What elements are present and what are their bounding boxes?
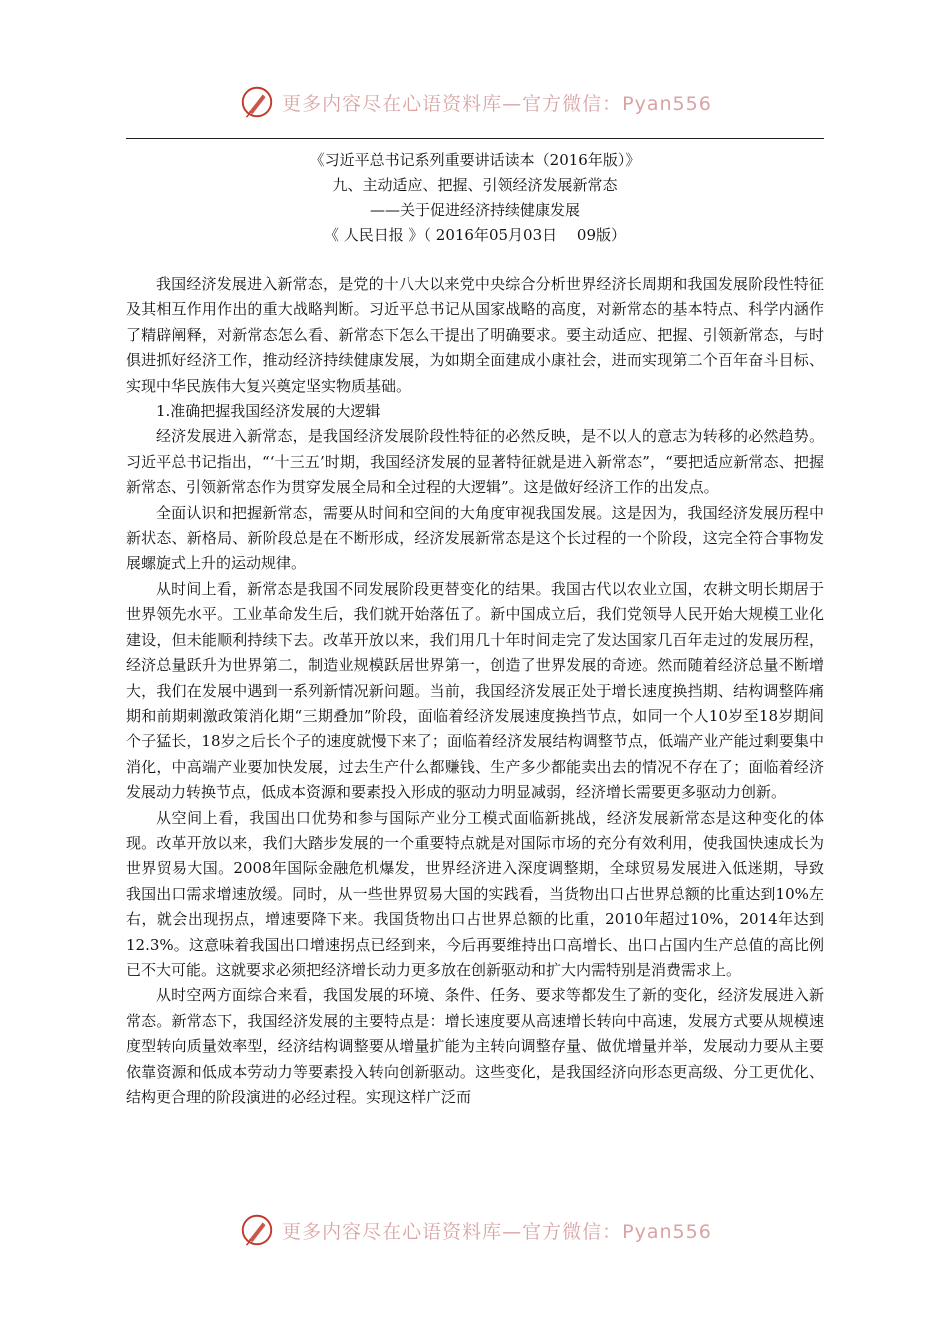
pen-logo-icon	[238, 1211, 276, 1249]
paragraph-2: 经济发展进入新常态，是我国经济发展阶段性特征的必然反映，是不以人的意志为转移的必然趋势。习近平总书记指出，“‘十三五’时期，我国经济发展的显著特征就是进入新常态”，“要把适应新常态、把握新常态、引领新常态作为贯穿发展全局和全过程的大逻辑”。这是做好经济工作的出发点。	[126, 427, 824, 497]
pen-logo-icon	[238, 83, 276, 121]
paragraph-6: 从时空两方面综合来看，我国发展的环境、条件、任务、要求等都发生了新的变化，经济发展进入新常态。新常态下，我国经济发展的主要特点是：增长速度要从高速增长转向中高速，发展方式要从规模速度型转向质量效率型，经济结构调整要从增量扩能为主转向调整存量、做优增量并举，发展动力要从主要依靠资源和低成本劳动力等要素投入转向创新驱动。这些变化，是我国经济向形态更高级、分工更优化、结构更合理的阶段演进的必经过程。实现这样广泛而	[126, 986, 824, 1106]
document-heading	[126, 148, 824, 248]
paragraph-4: 从时间上看，新常态是我国不同发展阶段更替变化的结果。我国古代以农业立国，农耕文明长期居于世界领先水平。工业革命发生后，我们就开始落伍了。新中国成立后，我们党领导人民开始大规模工业化建设，但未能顺利持续下去。改革开放以来，我们用几十年时间走完了发达国家几百年走过的发展历程，经济总量跃升为世界第二，制造业规模跃居世界第一，创造了世界发展的奇迹。然而随着经济总量不断增大，我们在发展中遇到一系列新情况新问题。当前，我国经济发展正处于增长速度换挡期、结构调整阵痛期和前期刺激政策消化期“三期叠加”阶段，面临着经济发展速度换挡节点，如同一个人10岁至18岁期间个子猛长，18岁之后长个子的速度就慢下来了；面临着经济发展结构调整节点，低端产业产能过剩要集中消化，中高端产业要加快发展，过去生产什么都赚钱、生产多少都能卖出去的情况不存在了；面临着经济发展动力转换节点，低成本资源和要素投入形成的驱动力明显减弱，经济增长需要更多驱动力创新。	[126, 579, 824, 802]
header-divider	[126, 138, 824, 139]
paragraph-5: 从空间上看，我国出口优势和参与国际产业分工模式面临新挑战，经济发展新常态是这种变化的体现。改革开放以来，我们大踏步发展的一个重要特点就是对国际市场的充分有效利用，使我国快速成长为世界贸易大国。2008年国际金融危机爆发，世界经济进入深度调整期，全球贸易发展进入低迷期，导致我国出口需求增速放缓。同时，从一些世界贸易大国的实践看，当货物出口占世界总额的比重达到10%左右，就会出现拐点，增速要降下来。我国货物出口占世界总额的比重，2010年超过10%，2014年达到12.3%。这意味着我国出口增速拐点已经到来，今后再要维持出口高增长、出口占国内生产总值的高比例已不大可能。这就要求必须把经济增长动力更多放在创新驱动和扩大内需特别是消费需求上。	[126, 808, 824, 979]
section-heading-1: 1.准确把握我国经济发展的大逻辑	[156, 402, 381, 421]
book-title: 《习近平总书记系列重要讲话读本（2016年版）》	[309, 151, 641, 169]
article-body	[126, 272, 824, 1110]
banner-text: 更多内容尽在心语资料库—官方微信：Pyan556	[282, 1220, 712, 1243]
bottom-banner	[0, 1210, 950, 1250]
source-line: 《 人民日报 》（ 2016年05月03日 09版）	[323, 226, 626, 244]
top-banner	[0, 82, 950, 122]
paragraph-1: 我国经济发展进入新常态，是党的十八大以来党中央综合分析世界经济长周期和我国发展阶段性特征及其相互作用作出的重大战略判断。习近平总书记从国家战略的高度，对新常态的基本特点、科学内涵作了精辟阐释，对新常态怎么看、新常态下怎么干提出了明确要求。要主动适应、把握、引领新常态，与时俱进抓好经济工作，推动经济持续健康发展，为如期全面建成小康社会，进而实现第二个百年奋斗目标、实现中华民族伟大复兴奠定坚实物质基础。	[126, 275, 824, 395]
chapter-title: 九、主动适应、把握、引领经济发展新常态	[332, 176, 618, 194]
banner-text: 更多内容尽在心语资料库—官方微信：Pyan556	[282, 92, 712, 115]
paragraph-3: 全面认识和把握新常态，需要从时间和空间的大角度审视我国发展。这是因为，我国经济发展历程中新状态、新格局、新阶段总是在不断形成，经济发展新常态是这个长过程的一个阶段，这完全符合事物发展螺旋式上升的运动规律。	[126, 503, 824, 573]
subtitle: ——关于促进经济持续健康发展	[369, 201, 580, 219]
